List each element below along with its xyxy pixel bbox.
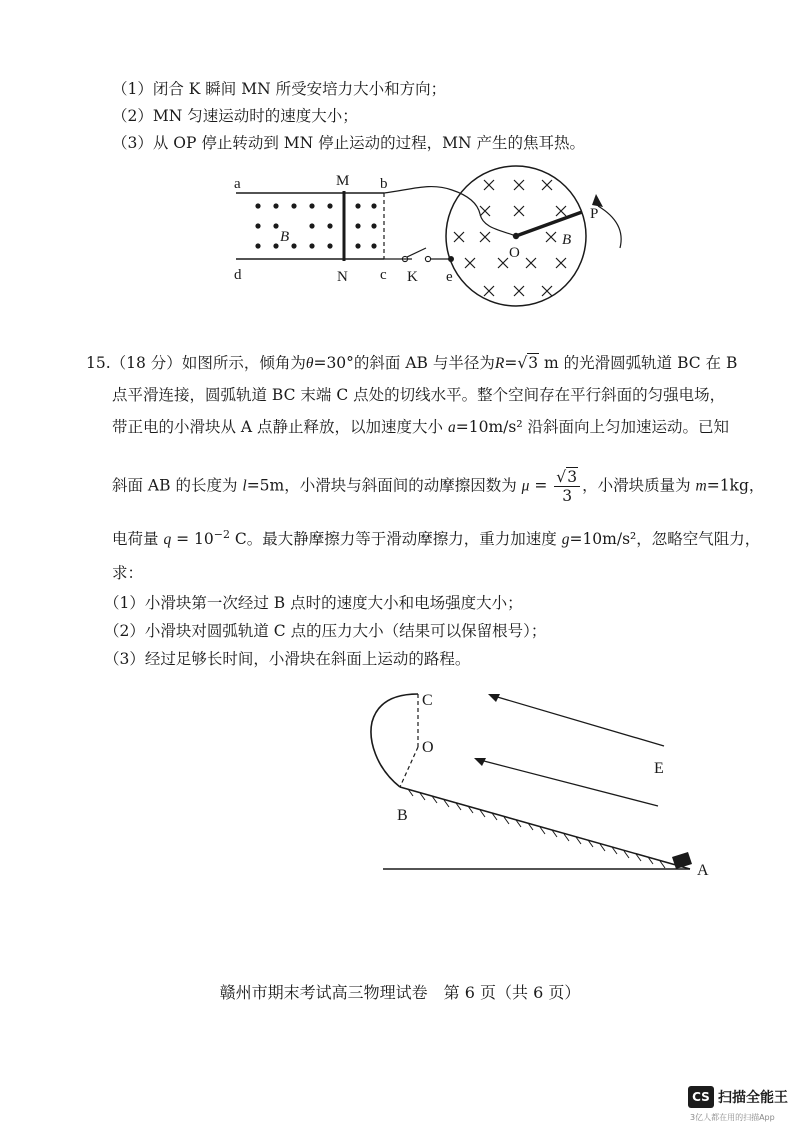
q15-item-1: （1）小滑块第一次经过 B 点时的速度大小和电场强度大小； bbox=[104, 594, 523, 612]
charge-symbol: q bbox=[163, 531, 172, 549]
sqrt-sign-icon: √ bbox=[556, 468, 567, 486]
q15-text-4d: =1kg， bbox=[706, 476, 765, 495]
q15-line-4 bbox=[112, 468, 764, 505]
q15-equals: = bbox=[504, 354, 518, 372]
q14-item-3: （3）从 OP 停止转动到 MN 停止运动的过程，MN 产生的焦耳热。 bbox=[112, 134, 586, 152]
sqrt-sign-icon: √ bbox=[517, 354, 528, 372]
label-B2: B bbox=[397, 807, 408, 824]
q15-text-3a: 带正电的小滑块从 A 点静止释放，以加速度大小 bbox=[112, 418, 448, 436]
q15-number: 15. bbox=[86, 354, 111, 372]
q15-text-3b: =10m/s² 沿斜面向上匀加速运动。已知 bbox=[455, 418, 729, 436]
q15-item-3: （3）经过足够长时间，小滑块在斜面上运动的路程。 bbox=[104, 650, 471, 668]
q15-item-2: （2）小滑块对圆弧轨道 C 点的压力大小（结果可以保留根号）； bbox=[104, 622, 547, 640]
label-d: d bbox=[234, 267, 242, 283]
mu-numerator: 3 bbox=[567, 468, 578, 486]
q15-line-5 bbox=[112, 524, 760, 551]
q15-score: （18 分） bbox=[110, 354, 182, 372]
figure-rails-circuit bbox=[0, 0, 800, 320]
mass-symbol: m bbox=[695, 477, 707, 495]
q15-text-1b: =30°的斜面 AB 与半径为 bbox=[313, 354, 495, 372]
q15-line-2: 点平滑连接，圆弧轨道 BC 末端 C 点处的切线水平。整个空间存在平行斜面的匀强电场， bbox=[112, 386, 726, 404]
q15-text-4c: ，小滑块质量为 bbox=[582, 476, 696, 495]
mu-denominator: 3 bbox=[562, 487, 573, 505]
radius-radicand: 3 bbox=[528, 354, 539, 372]
q15-text-4b: =5m，小滑块与斜面间的动摩擦因数为 bbox=[246, 476, 522, 495]
label-a: a bbox=[234, 176, 241, 192]
page-footer: 赣州市期末考试高三物理试卷 第 6 页（共 6 页） bbox=[219, 983, 581, 1002]
q15-text-5c: C。最大静摩擦力等于滑动摩擦力，重力加速度 bbox=[229, 530, 562, 549]
q15-text-1c: m 的光滑圆弧轨道 BC 在 B bbox=[539, 354, 738, 372]
label-K: K bbox=[407, 269, 418, 285]
label-B-left: B bbox=[280, 229, 290, 245]
accel-symbol: a bbox=[447, 419, 456, 436]
label-b: b bbox=[380, 176, 388, 192]
label-e: e bbox=[446, 269, 453, 285]
label-A: A bbox=[697, 862, 709, 879]
q15-line-1 bbox=[86, 352, 737, 375]
q15-text-1a: 如图所示，倾角为 bbox=[181, 354, 306, 372]
mu-equals: = bbox=[529, 476, 553, 495]
q15-line-3 bbox=[112, 416, 729, 439]
q15-line-6: 求： bbox=[112, 564, 144, 582]
charge-exponent: −2 bbox=[213, 528, 230, 541]
q14-item-1: （1）闭合 K 瞬间 MN 所受安培力大小和方向； bbox=[112, 80, 447, 98]
label-O2: O bbox=[422, 739, 434, 756]
mu-symbol: μ bbox=[521, 477, 530, 495]
q15-text-5a: 电荷量 bbox=[112, 530, 164, 549]
theta-symbol: θ bbox=[305, 355, 314, 372]
label-c: c bbox=[380, 267, 387, 283]
gravity-symbol: g bbox=[561, 531, 570, 549]
label-P: P bbox=[590, 206, 599, 222]
label-E: E bbox=[654, 760, 664, 777]
length-symbol: l bbox=[242, 477, 247, 495]
label-M: M bbox=[336, 173, 350, 189]
watermark-name: 扫描全能王 bbox=[718, 1090, 788, 1106]
q15-text-5d: =10m/s²，忽略空气阻力， bbox=[569, 530, 761, 549]
figure-incline-arc bbox=[0, 660, 800, 980]
label-C: C bbox=[422, 692, 433, 709]
label-O: O bbox=[509, 245, 520, 261]
watermark-tagline: 3亿人都在用的扫描App bbox=[690, 1113, 775, 1122]
label-B-right: B bbox=[562, 232, 572, 248]
label-N: N bbox=[337, 269, 348, 285]
q15-text-4a: 斜面 AB 的长度为 bbox=[112, 476, 243, 495]
mu-fraction bbox=[554, 468, 580, 505]
radius-symbol: R bbox=[494, 355, 505, 372]
camscanner-logo-icon: CS bbox=[688, 1086, 714, 1108]
q15-text-5b: = 10 bbox=[171, 530, 214, 549]
q14-item-2: （2）MN 匀速运动时的速度大小； bbox=[112, 107, 358, 125]
